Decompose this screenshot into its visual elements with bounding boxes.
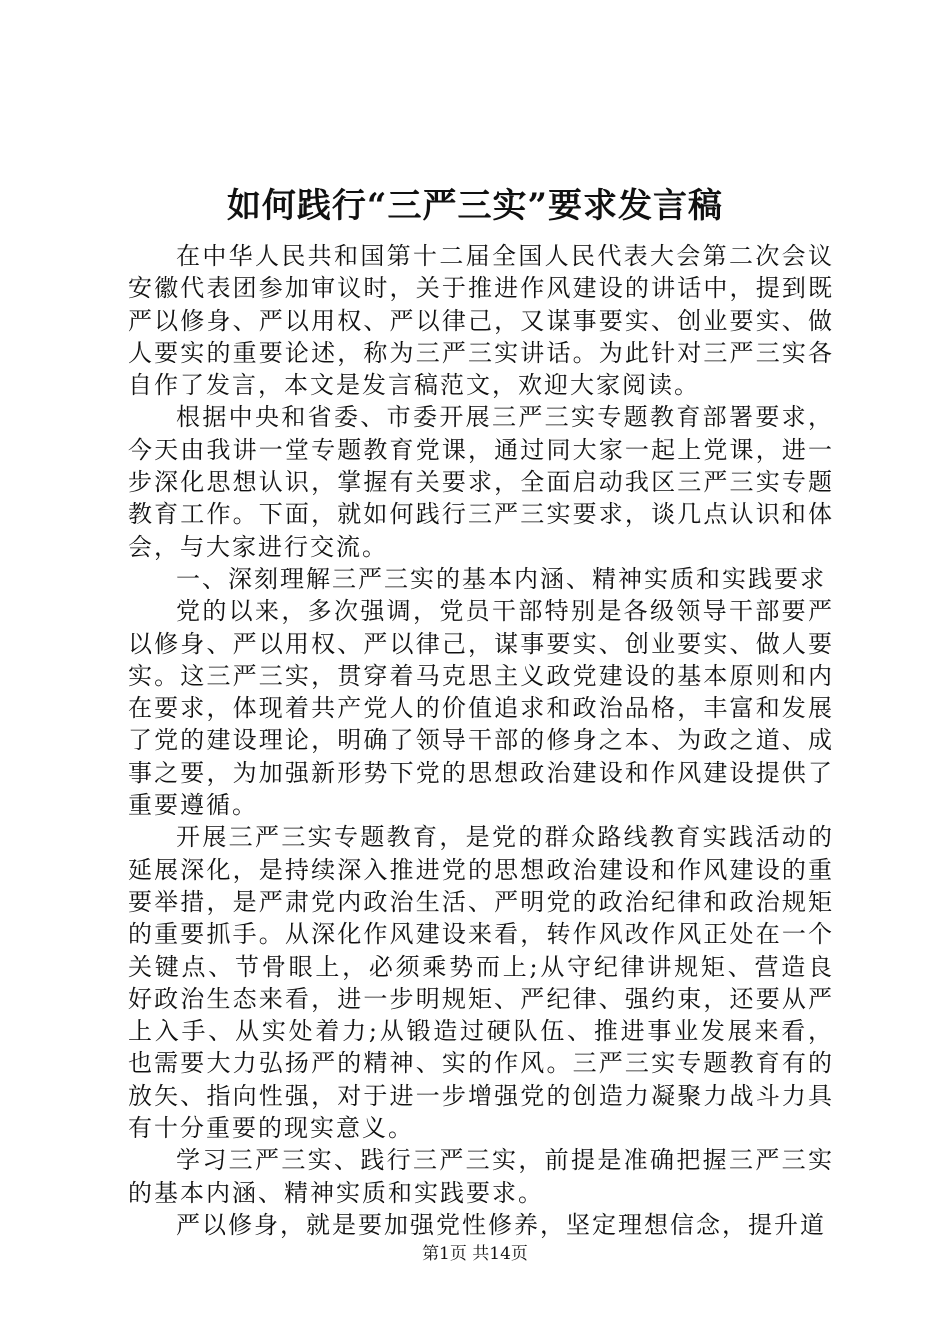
paragraph-self-cultivation: 严以修身，就是要加强党性修养，坚定理想信念，提升道 — [176, 1210, 826, 1239]
document-body — [128, 240, 834, 1241]
page-number-footer: 第1页 共14页 — [422, 1244, 528, 1264]
document-title: 如何践行“三严三实”要求发言稿 — [226, 186, 724, 226]
paragraph-importance: 开展三严三实专题教育，是党的群众路线教育实践活动的延展深化，是持续深入推进党的思想政治建设和作风建设的重要举措，是严肃党内政治生活、严明党的政治纪律和政治规矩的重要抓手。从深化作风建设来看，转作风改作风正处在一个关键点、节骨眼上，必须乘势而上;从守纪律讲规矩、营造良好政治生态来看，进一步明规矩、严纪律、强约束，还要从严上入手、从实处着力;从锻造过硬队伍、推进事业发展来看，也需要大力弘扬严的精神、实的作风。三严三实专题教育有的放矢、指向性强，对于进一步增强党的创造力凝聚力战斗力具有十分重要的现实意义。 — [128, 823, 834, 1143]
paragraph-meaning: 党的以来，多次强调，党员干部特别是各级领导干部要严以修身、严以用权、严以律己，谋事要实、创业要实、做人要实。这三严三实，贯穿着马克思主义政党建设的基本原则和内在要求，体现着共产党人的价值追求和政治品格，丰富和发展了党的建设理论，明确了领导干部的修身之本、为政之道、成事之要，为加强新形势下党的思想政治建设和作风建设提供了重要遵循。 — [128, 597, 834, 820]
paragraph-intro: 在中华人民共和国第十二届全国人民代表大会第二次会议安徽代表团参加审议时，关于推进作风建设的讲话中，提到既严以修身、严以用权、严以律己，又谋事要实、创业要实、做人要实的重要论述，称为三严三实讲话。为此针对三严三实各自作了发言，本文是发言稿范文，欢迎大家阅读。 — [128, 242, 834, 400]
section-heading-1: 一、深刻理解三严三实的基本内涵、精神实质和实践要求 — [176, 564, 826, 593]
paragraph-premise: 学习三严三实、践行三严三实，前提是准确把握三严三实的基本内涵、精神实质和实践要求。 — [128, 1146, 834, 1207]
paragraph-background: 根据中央和省委、市委开展三严三实专题教育部署要求，今天由我讲一堂专题教育党课，通过同大家一起上党课，进一步深化思想认识，掌握有关要求，全面启动我区三严三实专题教育工作。下面，就如何践行三严三实要求，谈几点认识和体会，与大家进行交流。 — [128, 403, 834, 561]
